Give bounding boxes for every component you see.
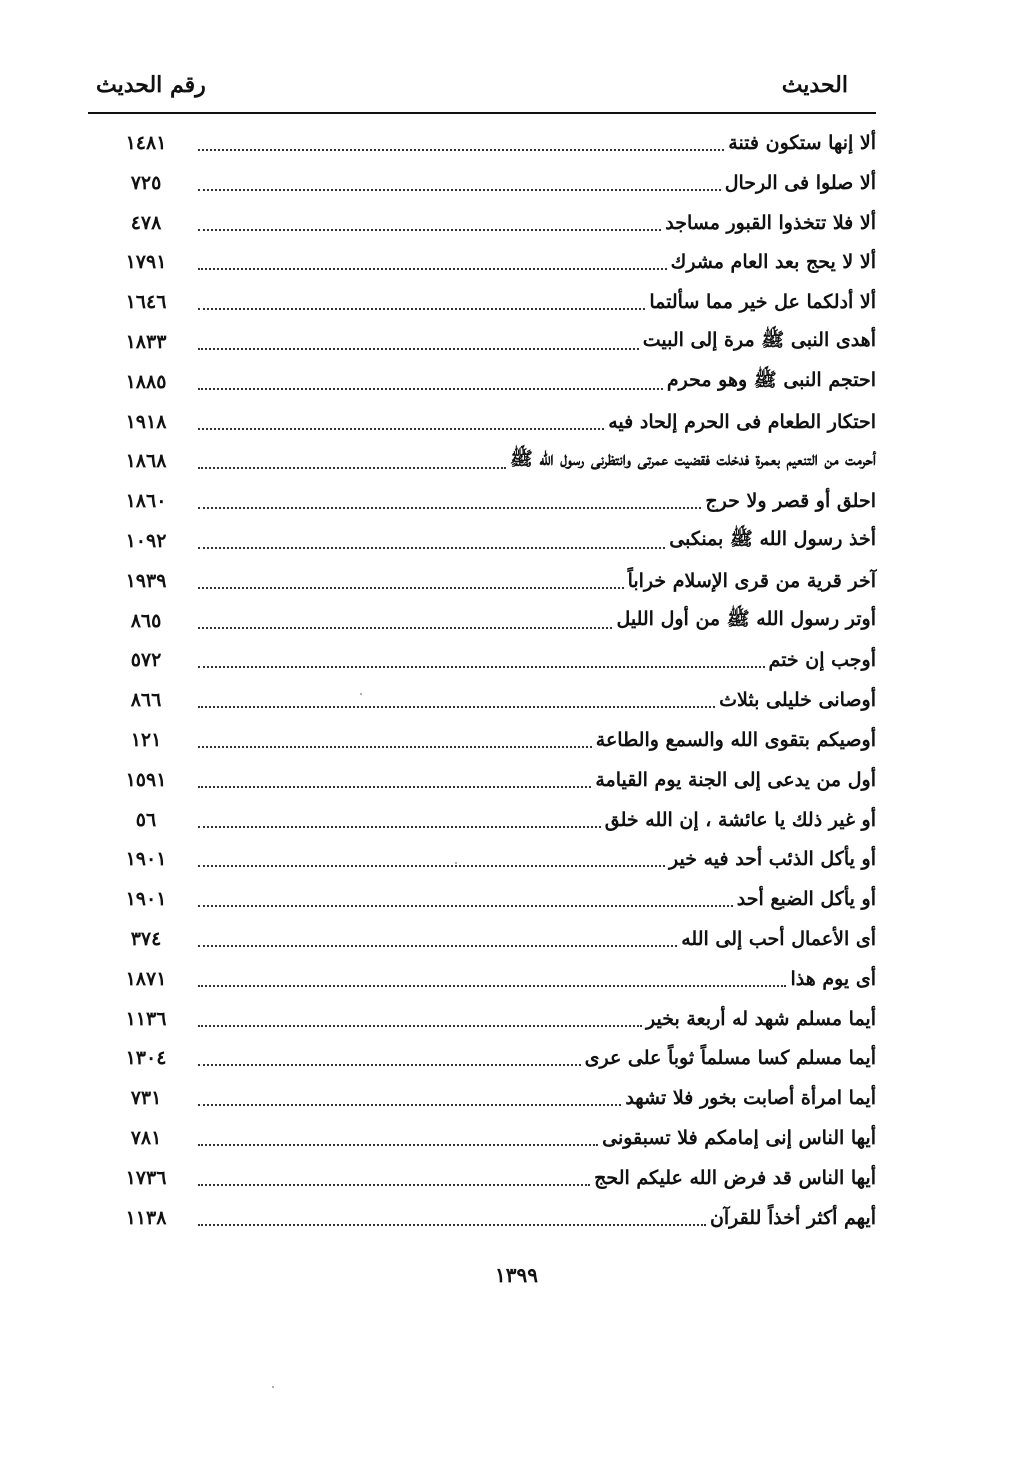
- hadith-text: أى يوم هذا: [790, 967, 876, 990]
- index-entry: [110, 1039, 876, 1077]
- hadith-number: ١٦٤٦: [125, 291, 167, 314]
- column-title-hadith: الحديث: [781, 72, 848, 98]
- index-entry: [110, 164, 876, 202]
- hadith-text: ألا فلا تتخذوا القبور مساجد: [665, 211, 876, 234]
- dot-leader: [198, 1144, 598, 1146]
- dot-leader: [198, 1025, 642, 1027]
- index-entry: [110, 1079, 876, 1117]
- dot-leader: [198, 587, 624, 589]
- scan-speck: [272, 1386, 274, 1388]
- scan-speck: [455, 862, 457, 864]
- hadith-number: ١٨٦٨: [125, 450, 167, 473]
- dot-leader: [198, 985, 786, 987]
- hadith-text: ألا أدلكما عل خير مما سألتما: [649, 291, 876, 314]
- dot-leader: [198, 706, 715, 708]
- dot-leader: [198, 865, 665, 867]
- index-entry: [110, 960, 876, 998]
- hadith-text: آخر قرية من قرى الإسلام خراباً: [627, 569, 876, 592]
- dot-leader: [198, 348, 639, 350]
- hadith-text: أحرمت من التنعيم بعمرة فدخلت فقضيت عمرتى وانتظرنى رسول الله ﷺ: [509, 448, 876, 471]
- index-entry: [110, 243, 876, 281]
- hadith-text: أيها الناس إنى إمامكم فلا تسبقونى: [602, 1127, 876, 1149]
- hadith-number: ١١٣٦: [125, 1007, 167, 1030]
- hadith-number: ١٩٠١: [125, 848, 167, 871]
- index-entry: [110, 840, 876, 878]
- index-entry: [110, 283, 876, 321]
- hadith-text: أى الأعمال أحب إلى الله: [681, 928, 876, 950]
- hadith-text: ألا إنها ستكون فتنة: [728, 132, 876, 154]
- hadith-text: أوجب إن ختم: [768, 649, 876, 672]
- hadith-number: ١٩٠١: [125, 888, 167, 911]
- index-entry: [110, 1199, 876, 1237]
- hadith-text: أيها الناس قد فرض الله عليكم الحج: [594, 1166, 876, 1189]
- dot-leader: [198, 905, 733, 907]
- index-entry: [110, 204, 876, 242]
- hadith-number: ١٨٣٣: [125, 331, 167, 353]
- dot-leader: [198, 666, 765, 668]
- hadith-text: أو يأكل الذئب أحد فيه خير: [669, 848, 876, 871]
- hadith-text: ألا صلوا فى الرحال: [724, 171, 876, 194]
- page-header: [88, 70, 876, 110]
- hadith-number: ٣٧٤: [130, 928, 162, 950]
- hadith-number: ٧٢٥: [130, 171, 162, 194]
- dot-leader: [198, 746, 592, 748]
- hadith-number: ١٨٦٠: [125, 490, 167, 513]
- hadith-number: ٤٧٨: [130, 211, 162, 234]
- index-entry: [110, 124, 876, 162]
- hadith-number: ١٩٣٩: [125, 569, 167, 592]
- dot-leader: [198, 428, 604, 430]
- index-entry: [110, 761, 876, 799]
- hadith-number: ٨٦٦: [130, 689, 162, 712]
- hadith-number: ٥٦: [135, 808, 157, 831]
- dot-leader: [198, 1184, 590, 1186]
- hadith-text: احلق أو قصر ولا حرج: [705, 490, 876, 513]
- dot-leader: [198, 467, 506, 469]
- hadith-number: ١٧٣٦: [125, 1166, 167, 1189]
- hadith-number: ٥٧٢: [130, 649, 162, 672]
- index-entry: [110, 721, 876, 759]
- hadith-text: ألا لا يحج بعد العام مشرك: [670, 251, 876, 274]
- hadith-text: أوصانى خليلى بثلاث: [719, 689, 876, 712]
- hadith-text: أخذ رسول الله ﷺ بمنكبى: [669, 528, 876, 550]
- dot-leader: [198, 268, 667, 270]
- hadith-text: احتكار الطعام فى الحرم إلحاد فيه: [608, 410, 876, 433]
- index-entry: [110, 363, 876, 401]
- dot-leader: [198, 1064, 581, 1066]
- hadith-number: ١٨٨٥: [125, 370, 167, 393]
- dot-leader: [198, 547, 665, 549]
- hadith-number: ١٢١: [130, 729, 162, 751]
- index-entry: [110, 522, 876, 560]
- dot-leader: [198, 627, 612, 629]
- dot-leader: [198, 826, 601, 828]
- page-number: ١٣٩٩: [495, 1263, 538, 1287]
- hadith-text: احتجم النبى ﷺ وهو محرم: [666, 368, 876, 391]
- index-entry: [110, 1000, 876, 1038]
- index-entry: [110, 801, 876, 839]
- hadith-text: أول من يدعى إلى الجنة يوم القيامة: [595, 768, 876, 791]
- header-rule: [88, 112, 876, 114]
- hadith-number: ١١٣٨: [125, 1206, 167, 1229]
- index-entry: [110, 880, 876, 918]
- column-title-hadith-number: رقم الحديث: [96, 72, 206, 98]
- hadith-number: ٨٦٥: [130, 609, 162, 632]
- index-entry: [110, 602, 876, 640]
- hadith-text: أو غير ذلك يا عائشة ، إن الله خلق: [604, 808, 876, 831]
- hadith-text: أيما مسلم شهد له أربعة بخير: [646, 1007, 876, 1030]
- dot-leader: [198, 945, 677, 947]
- hadith-text: أو يأكل الضبع أحد: [736, 888, 876, 911]
- dot-leader: [198, 388, 663, 390]
- hadith-number: ١٣٠٤: [125, 1047, 167, 1070]
- index-entry: [110, 403, 876, 441]
- index-entry: [110, 681, 876, 719]
- dot-leader: [198, 786, 591, 788]
- hadith-text: أهدى النبى ﷺ مرة إلى البيت: [642, 329, 876, 351]
- hadith-number: ٧٨١: [130, 1127, 162, 1149]
- scan-speck: [360, 693, 362, 695]
- hadith-text: أيما مسلم كسا مسلماً ثوباً على عرى: [584, 1047, 876, 1070]
- hadith-text: أوتر رسول الله ﷺ من أول الليل: [616, 607, 876, 630]
- index-entry: [110, 1159, 876, 1197]
- index-entry: [110, 920, 876, 958]
- hadith-number: ١٩١٨: [125, 410, 167, 433]
- dot-leader: [198, 1224, 706, 1226]
- dot-leader: [198, 149, 724, 151]
- hadith-number: ١٤٨١: [125, 132, 167, 154]
- dot-leader: [198, 229, 661, 231]
- hadith-number: ٧٣١: [130, 1087, 162, 1110]
- hadith-text: أيهم أكثر أخذاً للقرآن: [709, 1206, 876, 1229]
- hadith-text: أيما امرأة أصابت بخور فلا تشهد: [625, 1087, 876, 1110]
- dot-leader: [198, 308, 645, 310]
- hadith-number: ١٧٩١: [125, 251, 167, 274]
- index-entry: [110, 641, 876, 679]
- hadith-number: ١٥٩١: [125, 768, 167, 791]
- index-entry: [110, 1119, 876, 1157]
- hadith-number: ١٠٩٢: [125, 530, 167, 552]
- dot-leader: [198, 507, 701, 509]
- dot-leader: [198, 189, 721, 191]
- index-entry: [110, 323, 876, 361]
- dot-leader: [198, 1104, 621, 1106]
- index-entry: [110, 562, 876, 600]
- hadith-number: ١٨٧١: [125, 967, 167, 990]
- index-entry: [110, 442, 876, 480]
- index-entry: [110, 482, 876, 520]
- hadith-text: أوصيكم بتقوى الله والسمع والطاعة: [595, 729, 876, 751]
